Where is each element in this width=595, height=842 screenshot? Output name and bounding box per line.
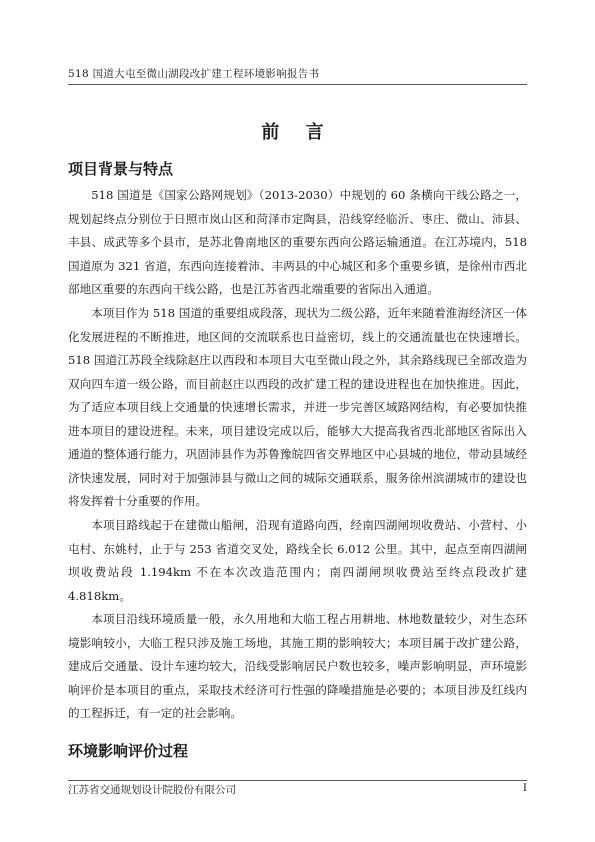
section-heading-eia-process: 环境影响评价过程: [68, 742, 189, 760]
paragraph-3: 本项目路线起于在建微山船闸，沿现有道路向西，经南四湖闸坝收费站、小营村、小屯村、东姚村，止于与 253 省道交叉处，路线全长 6.012 公里。其中，起点至南四湖闸坝收费站段 1.194km 不在本次改造范围内；南四湖闸坝收费站至终点段改扩建 4.818km。: [68, 518, 527, 603]
paragraph-2: 本项目作为 518 国道的重要组成段落，现状为二级公路，近年来随着淮海经济区一体化发展进程的不断推进，地区间的交流联系也日益密切，线上的交通流量也在快速增长。518 国道江苏段全线除赵庄以西段和本项目大屯至微山段之外，其余路线现已全部改造为双向四车道一级公路，而目前赵庄以西段的改扩建工程的建设进程也在加快推进。因此，为了适应本项目线上交通量的快速增长需求，并进一步完善区域路网结构，有必要加快推进本项目的建设进程。未来，项目建设完成以后，能够大大提高我省西北部地区省际出入通道的整体通行能力，巩固沛县作为苏鲁豫皖四省交界地区中心县城的地位，带动县域经济快速发展，同时对于加强沛县与微山之间的城际交通联系，服务徐州滨湖城市的建设也将发挥着十分重要的作用。: [68, 306, 527, 508]
running-header: 518 国道大屯至微山湖段改扩建工程环境影响报告书: [68, 68, 320, 80]
footer-company: 江苏省交通规划设计院股份有限公司: [68, 784, 236, 796]
page-number: I: [522, 782, 527, 794]
section-heading-background: 项目背景与特点: [68, 160, 174, 178]
footer-divider: [68, 780, 527, 781]
paragraph-4: 本项目沿线环境质量一般，永久用地和大临工程占用耕地、林地数量较少，对生态环境影响较小，大临工程只涉及施工场地，其施工期的影响较大；本项目属于改扩建公路，建成后交通量、设计车速均较大，沿线受影响居民户数也较多，噪声影响明显，声环境影响评价是本项目的重点，采取技术经济可行性强的降噪措施是必要的；本项目涉及红线内的工程拆迁，有一定的社会影响。: [68, 612, 527, 720]
header-divider: [68, 84, 527, 85]
page-title: 前 言: [261, 122, 334, 143]
paragraph-1: 518 国道是《国家公路网规划》（2013-2030）中规划的 60 条横向干线公路之一，规划起终点分别位于日照市岚山区和菏泽市定陶县，沿线穿经临沂、枣庄、微山、沛县、丰县、成武等多个县市，是苏北鲁南地区的重要东西向公路运输通道。在江苏境内，518 国道原为 321 省道，东西向连接着沛、丰两县的中心城区和多个重要乡镇，是徐州市西北部地区重要的东西向干线公路，也是江苏省西北端重要的省际出入通道。: [68, 188, 527, 296]
